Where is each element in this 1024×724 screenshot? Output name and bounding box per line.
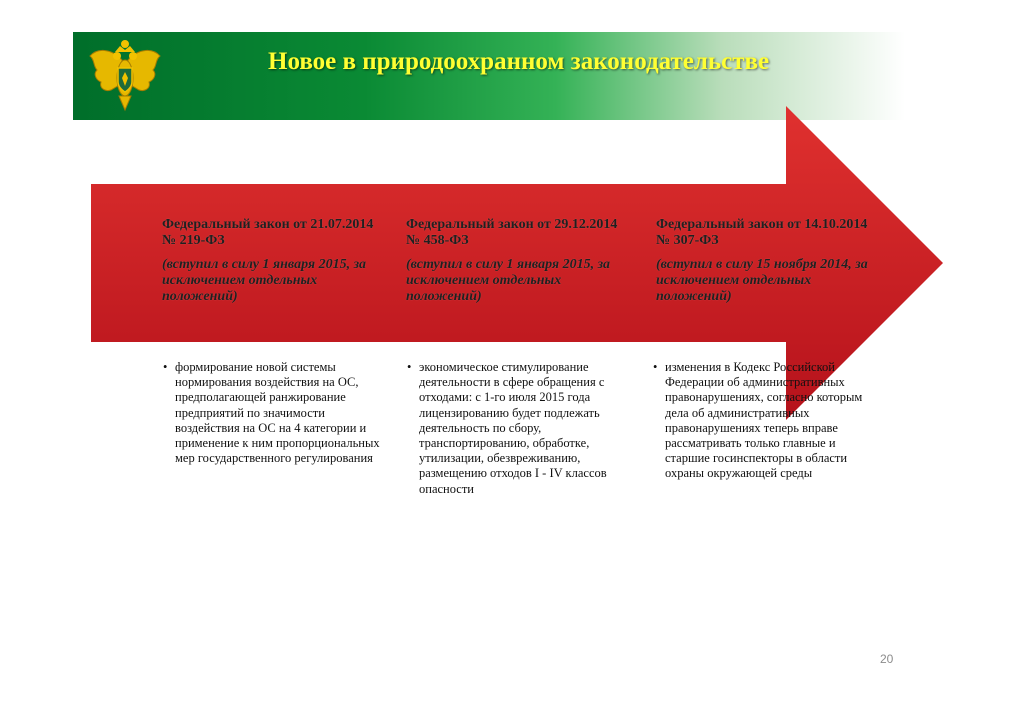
list-item	[163, 360, 385, 466]
law-block-1	[162, 217, 382, 305]
law-title: Федеральный закон от 29.12.2014 № 458-ФЗ	[406, 217, 618, 248]
bullet-icon: •	[653, 360, 658, 374]
bullet-icon: •	[407, 360, 412, 374]
bullet-icon: •	[163, 360, 168, 374]
law-status: (вступил в силу 1 января 2015, за исключением отдельных положений)	[406, 257, 611, 304]
bullet-text: экономическое стимулирование деятельности в сфере обращения с отходами: с 1-го июля 2015 года лицензированию будет подлежать деятельность по сбору, транспортированию, обработке, утилизации, обезвреживанию, размещению отходов I - IV классов опасности	[419, 360, 607, 496]
list-item	[653, 360, 875, 482]
bullet-text: формирование новой системы нормирования воздействия на ОС, предполагающей ранжирование предприятий по значимости воздействия на ОС на 4 категории и применение к ним пропорциональных мер государственного регулирования	[175, 360, 380, 466]
page-title: Новое в природоохранном законодательстве	[268, 48, 770, 75]
law-block-3	[656, 217, 876, 305]
list-item	[407, 360, 629, 497]
law-status: (вступил в силу 15 ноября 2014, за исключением отдельных положений)	[656, 257, 868, 304]
bullet-text: изменения в Кодекс Российской Федерации об административных правонарушениях, согласно которым дела об административных правонарушениях теперь вправе рассматривать только главные и старшие госинспекторы в области охраны окружающей среды	[665, 360, 863, 481]
law-status: (вступил в силу 1 января 2015, за исключением отдельных положений)	[162, 257, 367, 304]
page-number: 20	[880, 652, 894, 666]
law-title: Федеральный закон от 14.10.2014 № 307-ФЗ	[656, 217, 868, 248]
law-block-2	[406, 217, 626, 305]
law-title: Федеральный закон от 21.07.2014 № 219-ФЗ	[162, 217, 374, 248]
